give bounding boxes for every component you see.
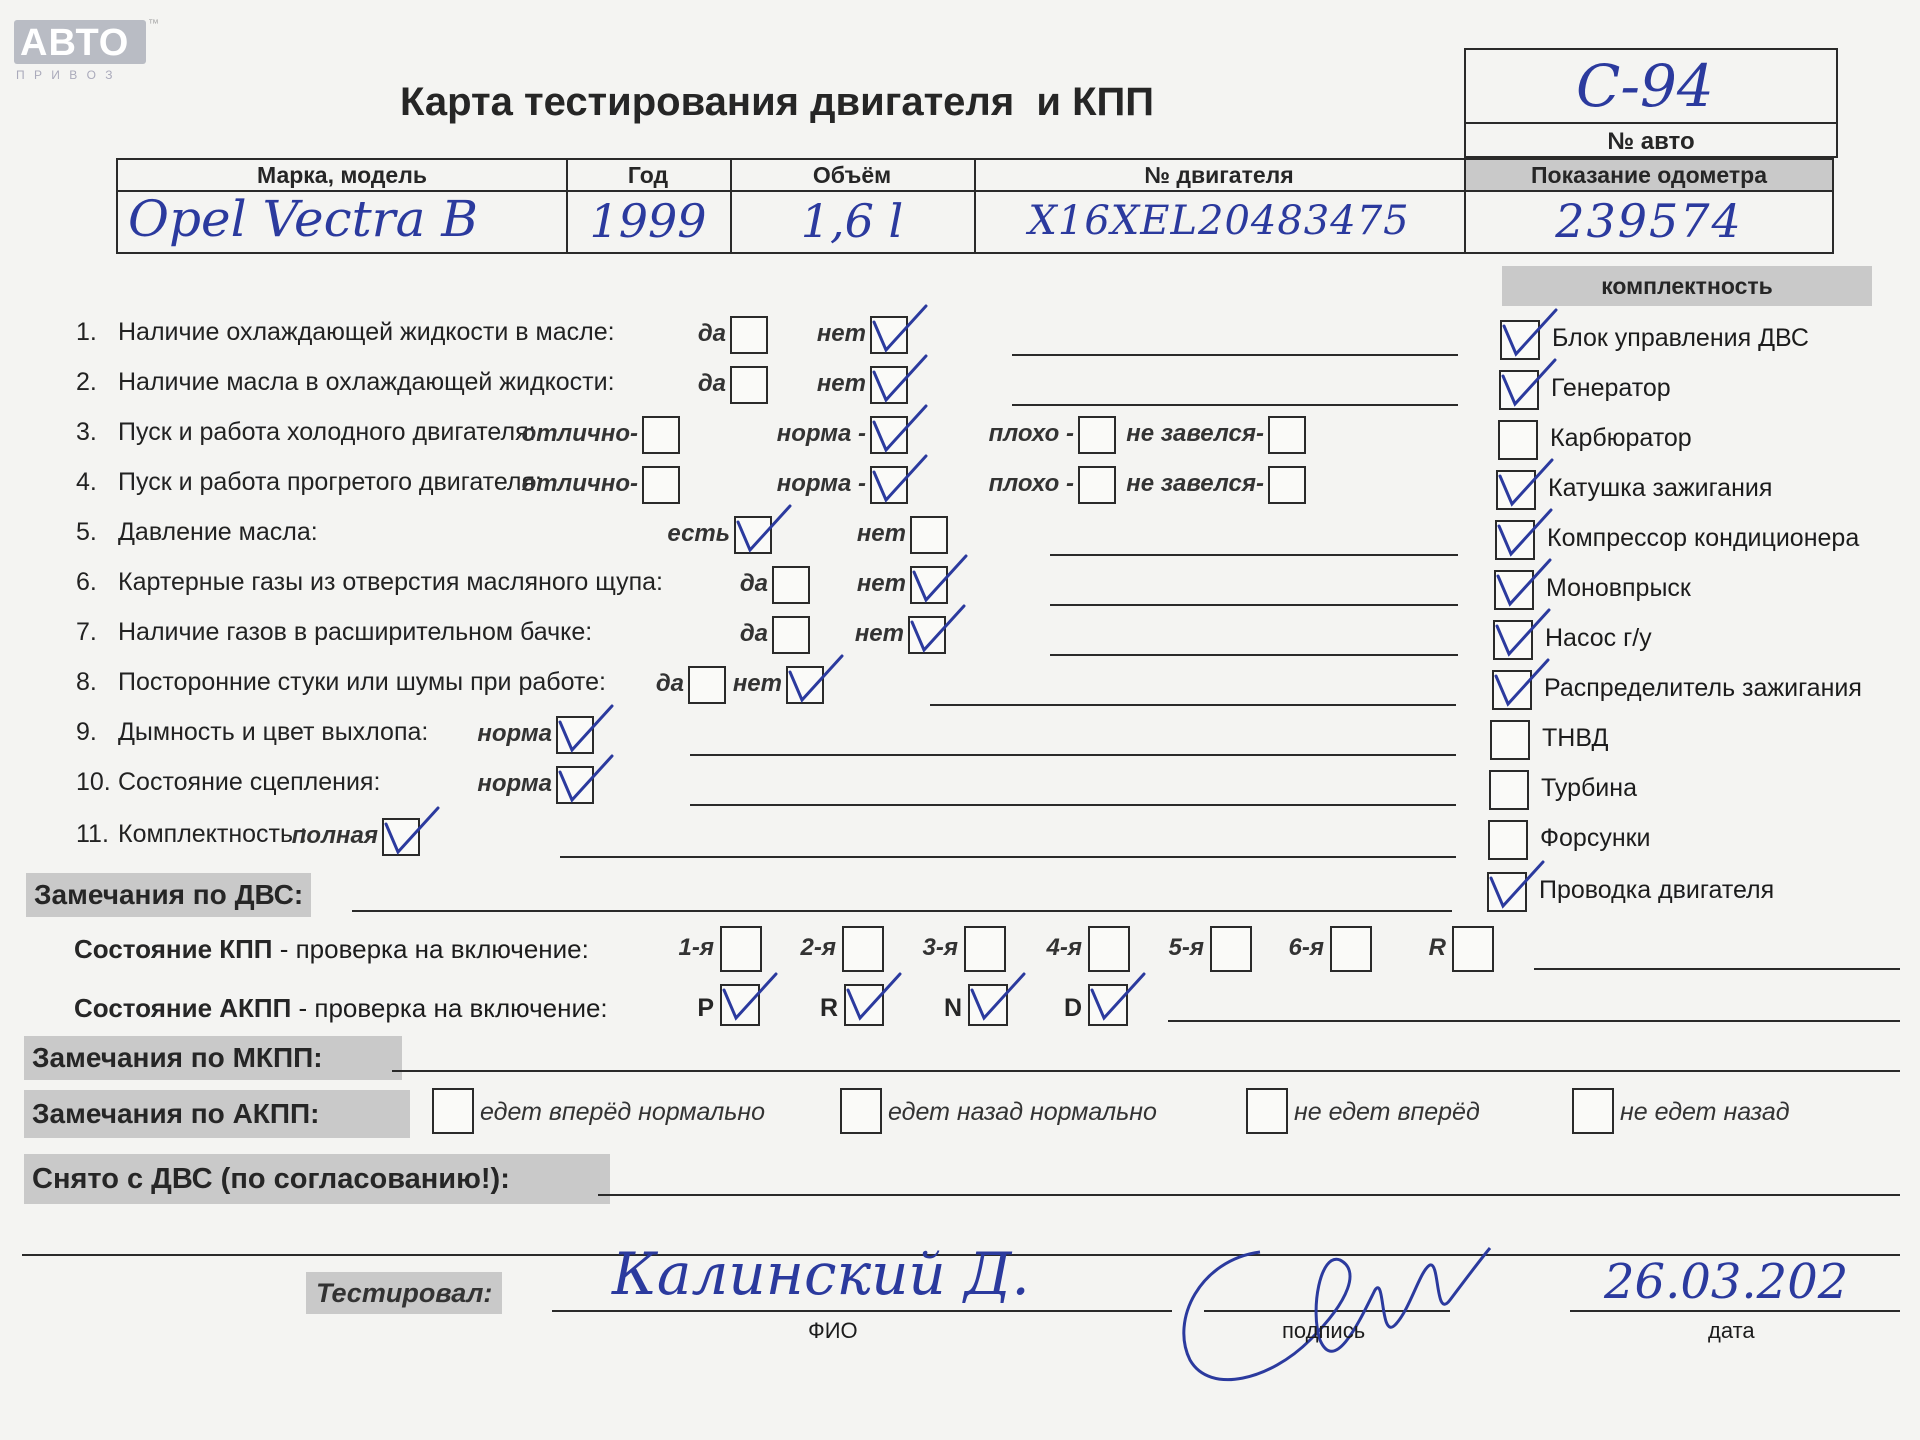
question-text: Пуск и работа прогретого двигателя:	[118, 468, 542, 496]
kpp-label	[74, 934, 589, 965]
akpp-gear-checkbox[interactable]	[1088, 984, 1128, 1026]
question-line[interactable]	[690, 804, 1456, 806]
kit-label: Моновпрыск	[1546, 574, 1691, 602]
kit-label: Форсунки	[1540, 824, 1651, 852]
kpp-gear-checkbox[interactable]	[1452, 926, 1494, 972]
akpp-option-label: не едет вперёд	[1294, 1098, 1480, 1126]
akpp-gear-label: N	[943, 994, 962, 1022]
value-year: 1999	[589, 194, 707, 248]
option-checkbox[interactable]	[730, 316, 768, 354]
akpp-option-label: едет назад нормально	[888, 1098, 1157, 1126]
remarks-dvs-line[interactable]	[352, 910, 1452, 912]
auto-number-box	[1464, 48, 1838, 158]
kpp-line[interactable]	[1534, 968, 1900, 970]
akpp-label-bold: Состояние АКПП	[74, 993, 292, 1023]
question-row	[76, 418, 536, 447]
question-text: Картерные газы из отверстия масляного щупа:	[118, 568, 663, 596]
question-row	[76, 468, 542, 497]
question-line[interactable]	[930, 704, 1456, 706]
kit-checkbox[interactable]	[1489, 770, 1529, 810]
option-checkbox[interactable]	[772, 566, 810, 604]
option-checkbox[interactable]	[870, 466, 908, 504]
option-checkbox[interactable]	[1078, 416, 1116, 454]
question-text: Пуск и работа холодного двигателя:	[118, 418, 536, 446]
option-checkbox[interactable]	[382, 818, 420, 856]
option-checkbox[interactable]	[908, 616, 946, 654]
question-row	[76, 368, 615, 397]
kit-label: Блок управления ДВС	[1552, 324, 1809, 352]
question-line[interactable]	[1050, 604, 1458, 606]
question-row	[76, 518, 318, 547]
option-checkbox[interactable]	[642, 466, 680, 504]
akpp-option-checkbox[interactable]	[1572, 1088, 1614, 1134]
removed-label: Снято с ДВС (по согласованию!):	[24, 1154, 610, 1204]
question-line[interactable]	[1050, 654, 1458, 656]
option-label: плохо -	[988, 470, 1074, 497]
option-checkbox[interactable]	[870, 366, 908, 404]
kpp-gear-label: R	[1428, 934, 1446, 961]
option-label: отлично-	[521, 420, 638, 447]
date-value: 26.03.202	[1604, 1254, 1849, 1310]
question-line[interactable]	[1050, 554, 1458, 556]
logo-subtext: П Р И В О З	[16, 68, 116, 82]
vehicle-table	[116, 158, 1834, 254]
question-text: Посторонние стуки или шумы при работе:	[118, 668, 606, 696]
question-text: Состояние сцепления:	[118, 768, 381, 796]
question-number: 9.	[76, 718, 97, 746]
kit-checkbox[interactable]	[1499, 370, 1539, 410]
kpp-gear-checkbox[interactable]	[842, 926, 884, 972]
option-label: отлично-	[521, 470, 638, 497]
option-label: да	[655, 670, 684, 697]
option-label: нет	[816, 370, 866, 397]
option-checkbox[interactable]	[1078, 466, 1116, 504]
value-odometer: 239574	[1555, 194, 1743, 248]
question-row	[76, 668, 606, 697]
akpp-gear-label: D	[1063, 994, 1082, 1022]
remarks-dvs-label: Замечания по ДВС:	[26, 873, 311, 917]
kit-label: Генератор	[1551, 374, 1671, 402]
header-year: Год	[627, 162, 669, 188]
question-text: Дымность и цвет выхлопа:	[118, 718, 429, 746]
option-label: плохо -	[988, 420, 1074, 447]
question-line[interactable]	[690, 754, 1456, 756]
value-make-model: Opel Vectra B	[128, 190, 479, 248]
question-row	[76, 568, 663, 597]
akpp-gear-checkbox[interactable]	[844, 984, 884, 1026]
option-checkbox[interactable]	[1268, 416, 1306, 454]
kpp-gear-label: 6-я	[1288, 934, 1324, 961]
option-label: да	[739, 620, 768, 647]
auto-number-value: С-94	[1576, 52, 1714, 120]
akpp-gear-checkbox[interactable]	[720, 984, 760, 1026]
akpp-option-label: не едет назад	[1620, 1098, 1790, 1126]
kpp-gear-label: 2-я	[800, 934, 836, 961]
kit-label: ТНВД	[1542, 724, 1609, 752]
logo-text: АВТО	[20, 22, 130, 64]
option-label: да	[697, 370, 726, 397]
logo	[14, 18, 159, 90]
date-label: дата	[1708, 1318, 1755, 1343]
question-number: 5.	[76, 518, 97, 546]
question-number: 1.	[76, 318, 97, 346]
remarks-akpp-label: Замечания по АКПП:	[24, 1090, 410, 1138]
question-number: 4.	[76, 468, 97, 496]
akpp-gear-label: P	[697, 994, 714, 1022]
tested-label: Тестировал:	[306, 1272, 502, 1314]
option-label: да	[739, 570, 768, 597]
option-label: норма	[477, 720, 552, 747]
kpp-gear-label: 4-я	[1046, 934, 1082, 961]
kit-label: Карбюратор	[1550, 424, 1692, 452]
akpp-line[interactable]	[1168, 1020, 1900, 1022]
page-title: Карта тестирования двигателя и КПП	[400, 80, 1155, 124]
header-engine-number: № двигателя	[1144, 162, 1294, 188]
signature-label: подпись	[1282, 1318, 1366, 1343]
signature-mark	[1160, 1230, 1500, 1400]
fio-line[interactable]	[552, 1310, 1172, 1312]
question-row	[76, 820, 307, 849]
kpp-gear-label: 3-я	[922, 934, 958, 961]
question-text: Наличие масла в охлаждающей жидкости:	[118, 368, 615, 396]
option-checkbox[interactable]	[772, 616, 810, 654]
option-checkbox[interactable]	[870, 316, 908, 354]
akpp-label	[74, 993, 608, 1024]
fio-value: Калинский Д.	[612, 1240, 1030, 1308]
value-volume: 1,6 l	[800, 194, 904, 248]
option-label: нет	[732, 670, 782, 697]
kit-label: Турбина	[1541, 774, 1637, 802]
option-label: да	[697, 320, 726, 347]
kpp-gear-label: 1-я	[678, 934, 714, 961]
option-checkbox[interactable]	[1268, 466, 1306, 504]
option-checkbox[interactable]	[688, 666, 726, 704]
kit-label: Проводка двигателя	[1539, 876, 1775, 904]
question-number: 8.	[76, 668, 97, 696]
question-row	[76, 318, 615, 347]
kit-header: комплектность	[1502, 266, 1872, 306]
kit-checkbox[interactable]	[1490, 720, 1530, 760]
remarks-mkpp-line[interactable]	[392, 1070, 1900, 1072]
kpp-gear-checkbox[interactable]	[1330, 926, 1372, 972]
akpp-gear-checkbox[interactable]	[968, 984, 1008, 1026]
option-checkbox[interactable]	[642, 416, 680, 454]
question-row	[76, 718, 428, 747]
akpp-label-rest: - проверка на включение:	[291, 993, 608, 1023]
removed-line-1[interactable]	[598, 1194, 1900, 1196]
header-make-model: Марка, модель	[257, 162, 427, 188]
kpp-gear-checkbox[interactable]	[1210, 926, 1252, 972]
akpp-option-label: едет вперёд нормально	[480, 1098, 766, 1126]
logo-tm: ™	[148, 18, 159, 30]
question-number: 10.	[76, 768, 111, 796]
option-label: норма -	[776, 470, 866, 497]
option-checkbox[interactable]	[556, 716, 594, 754]
option-label: не завелся-	[1126, 470, 1264, 497]
kit-checkbox[interactable]	[1492, 670, 1532, 710]
kpp-gear-checkbox[interactable]	[720, 926, 762, 972]
option-label: не завелся-	[1126, 420, 1264, 447]
akpp-gear-label: R	[819, 994, 838, 1022]
option-label: полная	[291, 822, 378, 849]
question-text: Комплектность :	[118, 820, 307, 848]
kit-label: Катушка зажигания	[1548, 474, 1773, 502]
auto-number-divider	[1466, 122, 1836, 124]
kit-label: Компрессор кондиционера	[1547, 524, 1860, 552]
option-label: норма -	[776, 420, 866, 447]
option-label: нет	[856, 520, 906, 547]
option-label: нет	[856, 570, 906, 597]
option-label: нет	[854, 620, 904, 647]
option-label: норма	[477, 770, 552, 797]
kpp-label-bold: Состояние КПП	[74, 934, 273, 964]
question-number: 2.	[76, 368, 97, 396]
kit-label: Распределитель зажигания	[1544, 674, 1862, 702]
option-checkbox[interactable]	[910, 516, 948, 554]
kpp-gear-label: 5-я	[1168, 934, 1204, 961]
option-checkbox[interactable]	[730, 366, 768, 404]
option-checkbox[interactable]	[910, 566, 948, 604]
option-label: есть	[667, 520, 730, 547]
option-checkbox[interactable]	[786, 666, 824, 704]
date-line[interactable]	[1570, 1310, 1900, 1312]
option-checkbox[interactable]	[870, 416, 908, 454]
question-line[interactable]	[560, 856, 1456, 858]
remarks-mkpp-label: Замечания по МКПП:	[24, 1036, 402, 1080]
kpp-gear-checkbox[interactable]	[964, 926, 1006, 972]
question-row	[76, 768, 380, 797]
kit-checkbox[interactable]	[1487, 872, 1527, 912]
kit-label: Насос г/у	[1545, 624, 1652, 652]
kpp-gear-checkbox[interactable]	[1088, 926, 1130, 972]
option-label: нет	[816, 320, 866, 347]
option-checkbox[interactable]	[556, 766, 594, 804]
option-checkbox[interactable]	[734, 516, 772, 554]
question-row	[76, 618, 592, 647]
auto-number-label: № авто	[1607, 128, 1695, 155]
question-number: 7.	[76, 618, 97, 646]
kit-checkbox[interactable]	[1488, 820, 1528, 860]
header-odometer: Показание одометра	[1531, 162, 1767, 188]
question-text: Давление масла:	[118, 518, 318, 546]
fio-label: ФИО	[808, 1318, 858, 1343]
question-number: 11.	[76, 820, 109, 848]
value-engine-number: X16XEL20483475	[1028, 198, 1410, 244]
akpp-option-checkbox[interactable]	[840, 1088, 882, 1134]
header-volume: Объём	[812, 162, 892, 188]
kpp-label-rest: - проверка на включение:	[272, 934, 589, 964]
question-line[interactable]	[1012, 354, 1458, 356]
question-number: 3.	[76, 418, 97, 446]
akpp-option-checkbox[interactable]	[1246, 1088, 1288, 1134]
question-text: Наличие газов в расширительном бачке:	[118, 618, 593, 646]
akpp-option-checkbox[interactable]	[432, 1088, 474, 1134]
question-number: 6.	[76, 568, 97, 596]
question-line[interactable]	[1012, 404, 1458, 406]
question-text: Наличие охлаждающей жидкости в масле:	[118, 318, 615, 346]
